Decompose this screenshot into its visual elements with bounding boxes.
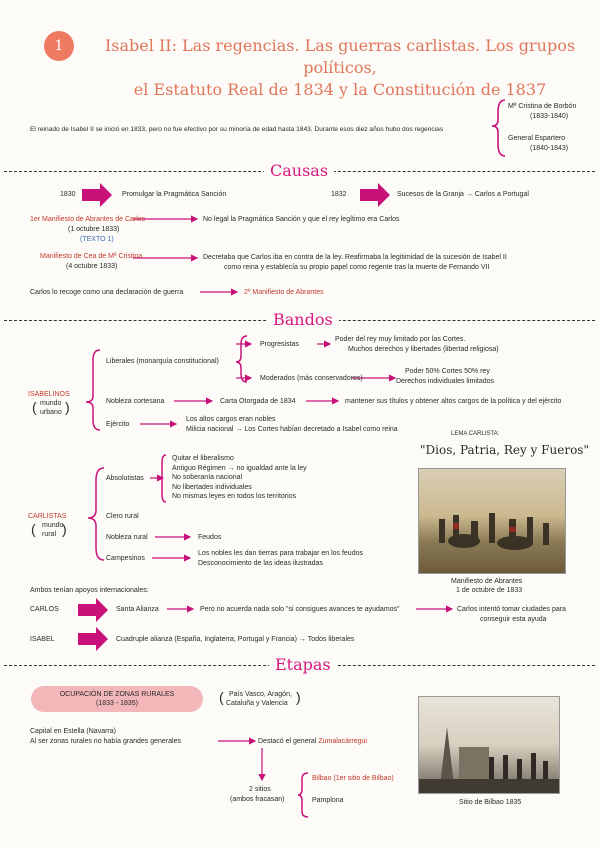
- santa-alianza-desc: Pero no acuerda nada solo "si consigues avances te ayudamos": [200, 606, 400, 613]
- manifesto-2-date: (4 octubre 1833): [66, 263, 118, 270]
- regent-2-dates: (1840-1843): [530, 145, 569, 152]
- event-pragmatica: Promulgar la Pragmática Sanción: [122, 191, 227, 198]
- manifesto-1-date: (1 octubre 1833): [68, 226, 120, 233]
- regions-1: País Vasco, Aragón,: [229, 691, 292, 698]
- absolutistas-list: [172, 454, 307, 502]
- liberales: Liberales (monarquía constitucional): [106, 358, 219, 365]
- ejercito-desc-1: Los altos cargos eran nobles: [186, 416, 276, 423]
- general-name: Zumalacárregui: [318, 738, 367, 745]
- carlos-result-1: Carlos intentó tomar ciudades para: [457, 606, 566, 613]
- carlistas-sub-2: rural: [42, 531, 57, 538]
- abs-item: No libertades individuales: [172, 483, 252, 491]
- abs-item: Quitar el liberalismo: [172, 455, 234, 462]
- event-granja: Sucesos de la Granja → Carlos a Portugal: [397, 191, 529, 198]
- year-1832: 1832: [331, 191, 347, 198]
- regions-2: Cataluña y Valencia: [226, 700, 288, 707]
- carlos-result-2: conseguir esta ayuda: [480, 616, 547, 623]
- lema: "Dios, Patria, Rey y Fueros": [420, 443, 589, 457]
- title-line-2: el Estatuto Real de 1834 y la Constitución de 1837: [133, 80, 547, 99]
- isabelinos-sub-1: mundo: [40, 400, 62, 407]
- ejercito-desc-2: Milicia nacional → Los Cortes habían decretado a Isabel como reina: [186, 426, 398, 433]
- abs-item: No soberanía nacional: [172, 474, 243, 481]
- etapa-pill-title: OCUPACIÓN DE ZONAS RURALES: [59, 691, 175, 698]
- campesinos-desc-2: Desconocimiento de las ideas ilustradas: [198, 560, 323, 567]
- etapa-pill-dates: (1833 - 1835): [95, 700, 139, 707]
- nobleza-rural: Nobleza rural: [106, 534, 148, 541]
- section-heading-etapas: Etapas: [269, 655, 337, 674]
- carta-otorgada: Carta Otorgada de 1834: [220, 398, 296, 405]
- carlistas-sub-1: mundo: [42, 522, 64, 529]
- paren-close: ): [65, 399, 70, 415]
- bilbao-painting-caption: Sitio de Bilbao 1835: [459, 799, 522, 806]
- manifesto-2-desc-1: Decretaba que Carlos iba en contra de la ley. Reafirmaba la legitimidad de la sucesión de Isabel II: [203, 254, 507, 261]
- sitios-result: (ambos fracasan): [230, 796, 285, 803]
- regent-2-name: General Espartero: [508, 135, 566, 142]
- clero-rural: Clero rural: [106, 513, 139, 520]
- manifesto-painting: [418, 468, 566, 574]
- war-declaration: Carlos lo recoge como una declaración de guerra: [30, 289, 184, 296]
- etapa-pill: [31, 686, 203, 712]
- carlistas-label: CARLISTAS: [28, 513, 67, 520]
- moderados-desc-1: Poder 50% Cortes 50% rey: [405, 368, 490, 375]
- painting-caption-1: Manifiesto de Abrantes: [451, 578, 523, 585]
- paren-open: (: [219, 689, 224, 705]
- section-number: 1: [54, 38, 64, 54]
- manifesto-1-ref: (TEXTO 1): [80, 236, 114, 243]
- paren-open: (: [32, 399, 37, 415]
- generales-text: Al ser zonas rurales no había grandes generales: [30, 738, 181, 745]
- painting-figures: [419, 469, 565, 573]
- destaco-text: [258, 737, 367, 746]
- sitio-pamplona: Pamplona: [312, 797, 344, 804]
- section-heading-bandos: Bandos: [267, 310, 339, 329]
- capital-text: Capital en Estella (Navarra): [30, 728, 116, 735]
- lema-label: LEMA CARLISTA:: [451, 431, 500, 437]
- intro-text: El reinado de Isabel II se inició en 1833, pero no fue efectivo por su minoría de edad hasta 1843. Durante esos diez años hubo dos regencias: [30, 126, 444, 133]
- abs-item: Antiguo Régimen → no igualdad ante la ley: [172, 464, 307, 472]
- sitios-count: 2 sitios: [249, 786, 271, 793]
- manifesto-2-title: Manifiesto de Cea de Mª Cristina: [40, 253, 143, 260]
- carlos-label: CARLOS: [30, 606, 59, 613]
- carta-desc: mantener sus títulos y obtener altos cargos de la política y del ejército: [345, 398, 562, 405]
- campesinos-desc-1: Los nobles les dan tierras para trabajar en los feudos: [198, 550, 363, 557]
- manifesto-2-desc-2: como reina y establecía su propio papel como regente tras la muerte de Fernando VII: [224, 264, 490, 271]
- paren-open: (: [31, 521, 36, 537]
- regent-1-dates: (1833-1840): [530, 113, 569, 120]
- page-title: [90, 35, 590, 101]
- nobleza-cortesana: Nobleza cortesana: [106, 398, 165, 405]
- absolutistas: Absolutistas: [106, 475, 144, 482]
- isabelinos-sub-2: urbano: [40, 409, 62, 416]
- ejercito: Ejército: [106, 421, 130, 428]
- isabel-label: ISABEL: [30, 636, 55, 643]
- painting-figures: [419, 697, 559, 793]
- cuadruple-alianza: Cuadruple alianza (España, Inglaterra, Portugal y Francia) → Todos liberales: [116, 636, 355, 643]
- moderados: Moderados (más conservadores): [260, 375, 363, 382]
- title-line-1: Isabel II: Las regencias. Las guerras carlistas. Los grupos políticos,: [104, 36, 576, 77]
- apoyos-text: Ambos tenían apoyos internacionales:: [30, 587, 149, 594]
- moderados-desc-2: Derechos individuales limitados: [396, 378, 495, 385]
- progresistas-desc-2: Muchos derechos y libertades (libertad religiosa): [348, 346, 499, 353]
- sitio-bilbao: Bilbao (1er sitio de Bilbao): [312, 775, 394, 782]
- section-heading-causas: Causas: [264, 161, 334, 180]
- santa-alianza: Santa Alianza: [116, 606, 159, 613]
- abs-item: No mismas leyes en todos los territorios: [172, 493, 297, 500]
- section-number-badge: [44, 31, 74, 61]
- paren-close: ): [62, 521, 67, 537]
- manifesto-1-desc: No legal la Pragmática Sanción y que el rey legítimo era Carlos: [203, 216, 400, 223]
- isabelinos-label: ISABELINOS: [28, 391, 70, 398]
- feudos: Feudos: [198, 534, 222, 541]
- paren-close: ): [296, 689, 301, 705]
- progresistas: Progresistas: [260, 341, 299, 348]
- regent-1-name: Mª Cristina de Borbón: [508, 103, 577, 110]
- manifesto-1-title: 1er Manifiesto de Abrantes de Carlos: [30, 216, 146, 223]
- bilbao-painting: [418, 696, 560, 794]
- destaco-label: Destacó el general: [258, 738, 317, 745]
- progresistas-desc-1: Poder del rey muy limitado por las Cortes.: [335, 336, 466, 343]
- year-1830: 1830: [60, 191, 76, 198]
- campesinos: Campesinos: [106, 555, 145, 562]
- painting-caption-2: 1 de octubre de 1833: [456, 587, 523, 594]
- manifesto-3: 2º Manifiesto de Abrantes: [244, 289, 324, 296]
